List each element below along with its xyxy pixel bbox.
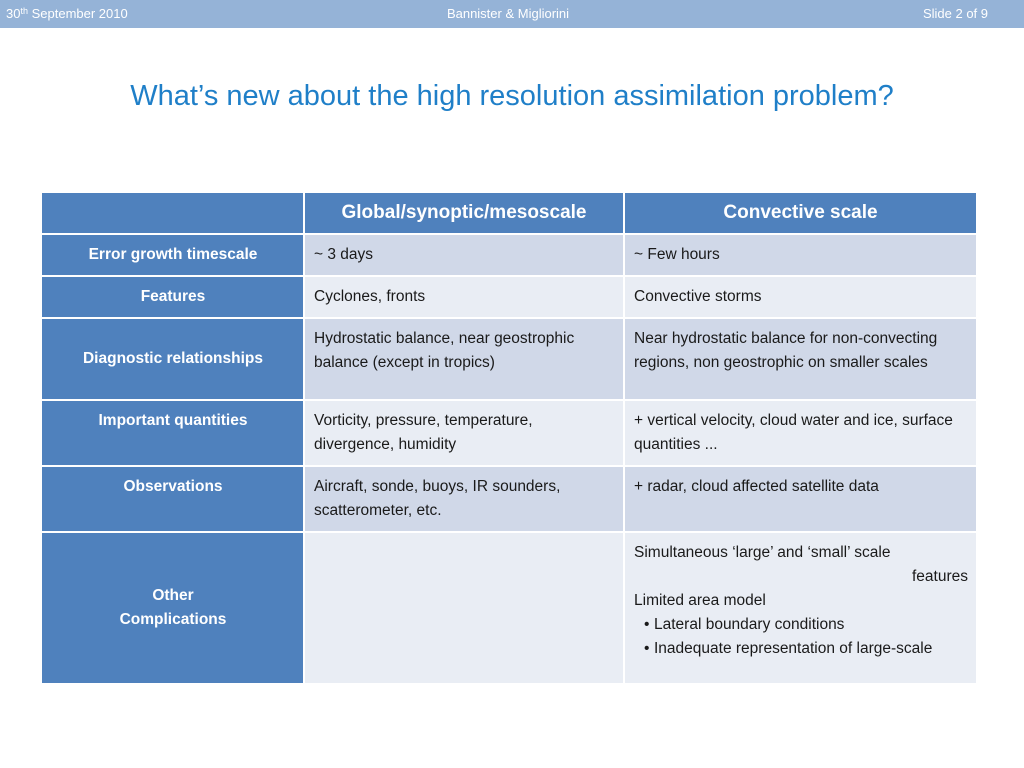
header-cell-empty [41,192,304,234]
table-row [41,318,977,400]
table-header-row [41,192,977,234]
row-label: Diagnostic relationships [41,318,304,400]
table-row [41,400,977,466]
global-cell: Cyclones, fronts [304,276,624,318]
header-cell-global: Global/synoptic/mesoscale [304,192,624,234]
global-cell [304,532,624,684]
table-row [41,234,977,276]
cell-line: Limited area model [634,592,766,609]
convective-cell: Convective storms [624,276,977,318]
bullet-item [634,637,968,661]
convective-cell: ~ Few hours [624,234,977,276]
table-row [41,532,977,684]
row-label: Error growth timescale [41,234,304,276]
bullet-item [634,613,968,637]
cell-line: features [911,568,968,585]
bullet-text: Inadequate representation of large-scale [654,640,933,657]
date-suffix: th [20,6,28,16]
row-label-line: Other [152,587,194,604]
global-cell: Aircraft, sonde, buoys, IR sounders, scatterometer, etc. [304,466,624,532]
bullet-icon: • [644,640,650,657]
row-label-line: Complications [119,611,227,628]
header-cell-convective: Convective scale [624,192,977,234]
table-row [41,466,977,532]
slide-title: What’s new about the high resolution assimilation problem? [130,80,894,112]
convective-cell: Near hydrostatic balance for non-convecting regions, non geostrophic on smaller scales [624,318,977,400]
cell-line: Simultaneous ‘large’ and ‘small’ scale [634,544,891,561]
row-label: Features [41,276,304,318]
row-label: Important quantities [41,400,304,466]
global-cell: ~ 3 days [304,234,624,276]
global-cell: Vorticity, pressure, temperature, divergence, humidity [304,400,624,466]
header-slide-number: Slide 2 of 9 [922,6,988,21]
row-label: Observations [41,466,304,532]
convective-cell [624,532,977,684]
bullet-text: Lateral boundary conditions [654,616,845,633]
bullet-icon: • [644,616,650,633]
convective-cell: + radar, cloud affected satellite data [624,466,977,532]
comparison-table [40,191,978,685]
global-cell: Hydrostatic balance, near geostrophic balance (except in tropics) [304,318,624,400]
date-day: 30 [6,6,21,21]
date-rest: September 2010 [27,6,128,21]
header-bar [0,0,1024,28]
header-authors: Bannister & Migliorini [446,6,570,21]
convective-cell: + vertical velocity, cloud water and ice, surface quantities ... [624,400,977,466]
row-label [41,532,304,684]
table-row [41,276,977,318]
